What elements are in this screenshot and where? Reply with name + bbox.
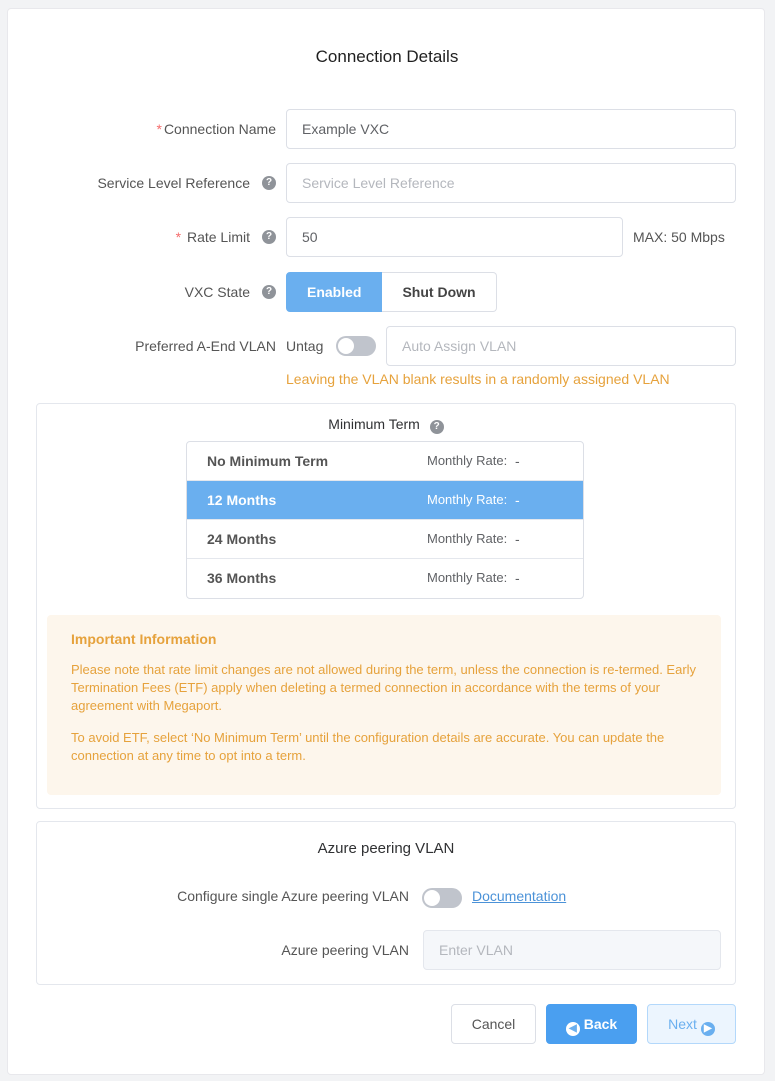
term-rate-value: -: [515, 570, 520, 586]
connection-name-row: [8, 109, 766, 149]
connection-name-input[interactable]: Example VXC: [286, 109, 736, 149]
term-name: 36 Months: [207, 570, 277, 586]
vxc-state-label-text: VXC State: [184, 284, 250, 300]
vxc-state-label: [185, 272, 276, 312]
next-button-label: Next: [668, 1016, 697, 1032]
minimum-term-panel: [36, 403, 736, 809]
service-level-input[interactable]: Service Level Reference: [286, 163, 736, 203]
a-end-vlan-row: [8, 326, 766, 366]
azure-vlan-label: Azure peering VLAN: [281, 942, 409, 958]
term-rate-label: Monthly Rate:: [427, 453, 508, 468]
azure-single-vlan-switch[interactable]: [422, 888, 462, 908]
rate-limit-label-text: Rate Limit: [186, 229, 250, 245]
help-icon[interactable]: ?: [262, 285, 276, 299]
vlan-hint: Leaving the VLAN blank results in a randomly assigned VLAN: [286, 371, 670, 387]
help-icon[interactable]: ?: [262, 176, 276, 190]
service-level-row: [8, 163, 766, 203]
rate-limit-max: MAX: 50 Mbps: [633, 229, 725, 245]
term-option-no-minimum[interactable]: [187, 442, 583, 481]
required-mark: *: [175, 229, 182, 245]
term-name: No Minimum Term: [207, 453, 329, 469]
vxc-state-shutdown-button[interactable]: Shut Down: [382, 272, 496, 312]
term-rate-value: -: [515, 531, 520, 547]
documentation-link[interactable]: Documentation: [472, 888, 567, 904]
minimum-term-list: [186, 441, 584, 599]
term-rate-label: Monthly Rate:: [427, 492, 508, 507]
page-title: Connection Details: [315, 47, 459, 66]
required-mark: *: [156, 121, 162, 137]
help-icon[interactable]: ?: [262, 230, 276, 244]
azure-peering-panel: [36, 821, 736, 985]
important-information-box: [47, 615, 721, 795]
untag-label: Untag: [286, 338, 324, 354]
rate-limit-input[interactable]: 50: [286, 217, 623, 257]
term-rate-value: -: [515, 453, 520, 469]
rate-limit-row: [8, 217, 766, 257]
cancel-button[interactable]: Cancel: [451, 1004, 536, 1044]
important-information-para-2: To avoid ETF, select ‘No Minimum Term’ until the configuration details are accurate. You can update the connection at any time to opt into a term.: [71, 730, 665, 763]
important-information-para-1: Please note that rate limit changes are not allowed during the term, unless the connection is re-termed. Early Termination Fees (ETF) apply when deleting a termed connection in accordance with the terms of your agreement with Megaport.: [71, 662, 697, 713]
connection-name-label: [156, 109, 276, 149]
back-button-label: Back: [583, 1016, 618, 1032]
term-option-12-months[interactable]: [187, 481, 583, 520]
rate-limit-label: [176, 217, 276, 257]
term-option-36-months[interactable]: [187, 559, 583, 598]
arrow-right-icon: ▶: [701, 1022, 715, 1036]
azure-vlan-input[interactable]: Enter VLAN: [423, 930, 721, 970]
term-rate-label: Monthly Rate:: [427, 531, 508, 546]
minimum-term-title: [37, 416, 735, 434]
arrow-left-icon: ◀: [566, 1022, 580, 1036]
next-button[interactable]: [647, 1004, 736, 1044]
vxc-state-enabled-button[interactable]: Enabled: [286, 272, 382, 312]
term-name: 24 Months: [207, 531, 277, 547]
connection-name-label-text: Connection Name: [163, 121, 276, 137]
service-level-label-text: Service Level Reference: [97, 175, 250, 191]
untag-switch[interactable]: [336, 336, 376, 356]
term-rate-label: Monthly Rate:: [427, 570, 508, 585]
term-option-24-months[interactable]: [187, 520, 583, 559]
a-end-vlan-input[interactable]: Auto Assign VLAN: [386, 326, 736, 366]
vxc-state-toggle: [286, 272, 497, 312]
back-button[interactable]: [546, 1004, 637, 1044]
minimum-term-title-text: Minimum Term: [328, 416, 420, 432]
help-icon[interactable]: ?: [430, 420, 444, 434]
azure-peering-title: Azure peering VLAN: [317, 840, 455, 857]
connection-details-card: [7, 8, 765, 1075]
azure-single-vlan-label: Configure single Azure peering VLAN: [177, 888, 409, 904]
term-name: 12 Months: [207, 492, 277, 508]
vxc-state-row: [8, 272, 766, 312]
service-level-label: [97, 163, 276, 203]
a-end-vlan-label: Preferred A-End VLAN: [135, 338, 276, 354]
important-information-heading: Important Information: [71, 631, 217, 647]
term-rate-value: -: [515, 492, 520, 508]
